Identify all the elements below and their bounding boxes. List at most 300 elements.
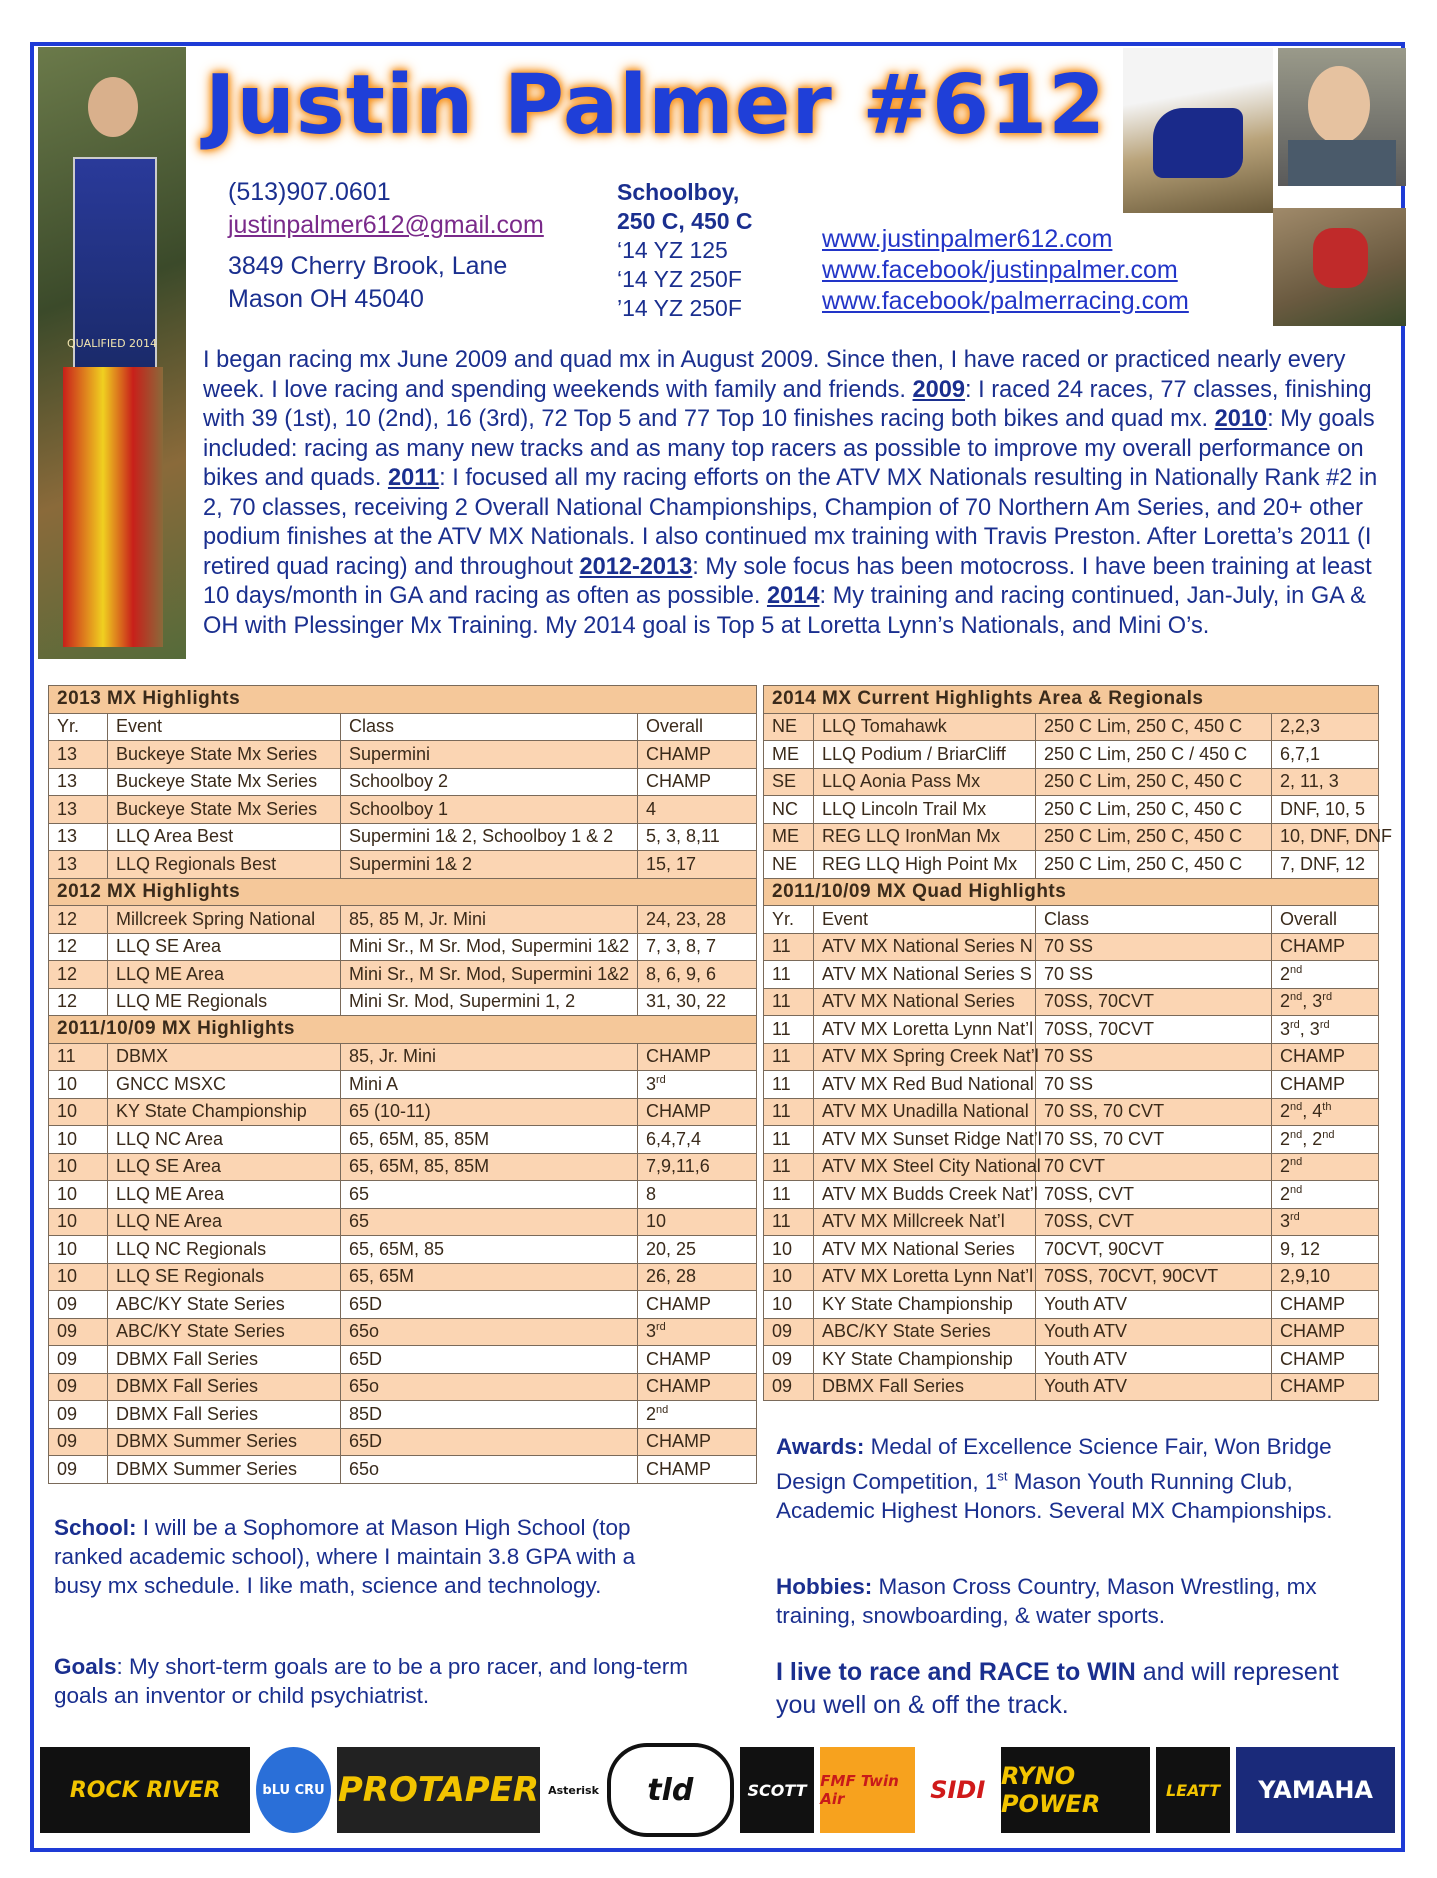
column-header: Overall [638,713,757,741]
awards-paragraph: Awards: Medal of Excellence Science Fair, Won Bridge Design Competition, 1st Mason Youth Running Club, Academic Highest Honors. Several MX Championships. [776,1434,1333,1523]
table-row [764,933,1379,961]
hobbies-paragraph: Hobbies: Mason Cross Country, Mason Wrestling, mx training, snowboarding, & water sports. [776,1574,1317,1628]
table-cell: CHAMP [638,741,757,769]
table-cell: Mini Sr., M Sr. Mod, Supermini 1&2 [341,933,638,961]
table-cell: 10 [49,1263,108,1291]
table-cell: 65 [341,1208,638,1236]
table-cell: LLQ SE Area [108,933,341,961]
table-cell: 2nd [638,1401,757,1429]
table-cell: LLQ Regionals Best [108,851,341,879]
table-cell: 10 [638,1208,757,1236]
table-cell: DBMX Fall Series [814,1373,1036,1401]
table-cell: ATV MX Millcreek Nat’l [814,1208,1036,1236]
table-cell: 2nd, 4th [1272,1098,1379,1126]
table-cell: ATV MX Unadilla National [814,1098,1036,1126]
table-cell: 10 [764,1236,814,1264]
table-cell: 70SS, CVT [1036,1208,1272,1236]
table-cell: 5, 3, 8,11 [638,823,757,851]
table-cell: 09 [49,1291,108,1319]
table-cell: 70 SS [1036,961,1272,989]
table-cell: LLQ SE Area [108,1153,341,1181]
table-cell: Schoolboy 2 [341,768,638,796]
rider-photo [38,47,186,659]
table-row [49,933,757,961]
table-cell: 11 [764,961,814,989]
table-cell: CHAMP [1272,1071,1379,1099]
table-row [764,1208,1379,1236]
table-cell: ATV MX National Series S [814,961,1036,989]
table-row [764,768,1379,796]
logo-rock-river: ROCK RIVER [40,1747,250,1833]
year-2014: 2014 [766,583,820,609]
table-cell: 70 SS [1036,933,1272,961]
table-cell: LLQ ME Area [108,1181,341,1209]
table-cell: Millcreek Spring National [108,906,341,934]
table-row [49,851,757,879]
section-title: 2013 MX Highlights [49,686,757,714]
table-cell: 70CVT, 90CVT [1036,1236,1272,1264]
facebook-link-2[interactable]: www.facebook/palmerracing.com [822,287,1189,315]
table-cell: 65, 65M, 85, 85M [341,1153,638,1181]
table-cell: 3rd [1272,1208,1379,1236]
table-cell: DBMX Fall Series [108,1373,341,1401]
table-row [49,741,757,769]
table-row [49,1208,757,1236]
table-cell: DBMX Fall Series [108,1346,341,1374]
address-line2: Mason OH 45040 [228,285,424,313]
table-row [764,1153,1379,1181]
table-cell: 65o [341,1318,638,1346]
table-cell: NE [764,851,814,879]
contact-block [228,176,544,313]
table-cell: 10 [49,1071,108,1099]
table-cell: 12 [49,933,108,961]
table-row [49,768,757,796]
table-cell: LLQ NC Regionals [108,1236,341,1264]
table-cell: 24, 23, 28 [638,906,757,934]
table-cell: 11 [764,933,814,961]
column-header: Event [108,713,341,741]
logo-scott: SCOTT [740,1747,814,1833]
table-row [49,906,757,934]
table-row [764,1373,1379,1401]
table-cell: 250 C Lim, 250 C, 450 C [1036,796,1272,824]
table-cell: CHAMP [638,1346,757,1374]
column-header: Class [1036,906,1272,934]
table-cell: 8 [638,1181,757,1209]
table-cell: 26, 28 [638,1263,757,1291]
table-cell: 70 SS, 70 CVT [1036,1126,1272,1154]
table-cell: 15, 17 [638,851,757,879]
table-cell: 10 [49,1236,108,1264]
column-header-row [49,713,757,741]
column-header: Yr. [49,713,108,741]
table-cell: 09 [49,1373,108,1401]
table-cell: ME [764,741,814,769]
table-cell: Youth ATV [1036,1373,1272,1401]
table-cell: KY State Championship [108,1098,341,1126]
column-header: Event [814,906,1036,934]
table-cell: 10 [49,1126,108,1154]
section-header [49,1016,757,1044]
table-cell: 65 (10-11) [341,1098,638,1126]
table-cell: 10 [49,1181,108,1209]
table-cell: 3rd, 3rd [1272,1016,1379,1044]
table-row [764,1291,1379,1319]
bike-2: ‘14 YZ 250F [617,266,742,292]
column-header: Overall [1272,906,1379,934]
table-cell: 11 [764,1153,814,1181]
table-cell: 7, DNF, 12 [1272,851,1379,879]
section-title: 2011/10/09 MX Highlights [49,1016,757,1044]
table-cell: 09 [49,1428,108,1456]
table-cell: Buckeye State Mx Series [108,741,341,769]
logo-fmf: FMF Twin Air [820,1747,914,1833]
table-row [764,741,1379,769]
table-cell: 11 [764,1126,814,1154]
table-cell: CHAMP [1272,1043,1379,1071]
table-row [764,713,1379,741]
table-cell: ATV MX National Series N [814,933,1036,961]
table-cell: Mini Sr. Mod, Supermini 1, 2 [341,988,638,1016]
table-cell: LLQ ME Area [108,961,341,989]
column-header: Yr. [764,906,814,934]
table-cell: 11 [764,1043,814,1071]
table-cell: LLQ Lincoln Trail Mx [814,796,1036,824]
mx-highlights-table [48,685,757,1484]
table-row [764,1318,1379,1346]
table-cell: KY State Championship [814,1346,1036,1374]
table-row [49,1401,757,1429]
table-cell: 13 [49,851,108,879]
table-cell: Youth ATV [1036,1318,1272,1346]
table-cell: 85, Jr. Mini [341,1043,638,1071]
table-cell: 12 [49,906,108,934]
table-row [764,988,1379,1016]
table-cell: 250 C Lim, 250 C, 450 C [1036,768,1272,796]
table-row [49,823,757,851]
section-header [49,878,757,906]
table-cell: Schoolboy 1 [341,796,638,824]
table-cell: 65D [341,1291,638,1319]
table-cell: 70 SS, 70 CVT [1036,1098,1272,1126]
website-link[interactable]: www.justinpalmer612.com [822,225,1113,253]
table-cell: 70SS, 70CVT [1036,1016,1272,1044]
table-row [49,1236,757,1264]
table-cell: 09 [49,1346,108,1374]
logo-asterisk: Asterisk [548,1783,599,1797]
logo-sidi: SIDI [930,1776,986,1804]
table-cell: 65D [341,1428,638,1456]
table-row [49,1291,757,1319]
table-cell: 6,7,1 [1272,741,1379,769]
table-cell: LLQ Podium / BriarCliff [814,741,1036,769]
photo-caption: QUALIFIED 2014 [66,337,158,350]
column-header-row [764,906,1379,934]
race-photo-top [1123,48,1273,213]
table-cell: ATV MX National Series [814,988,1036,1016]
year-2012-2013: 2012-2013 [579,553,693,580]
table-row [764,1071,1379,1099]
table-cell: 09 [49,1456,108,1484]
table-cell: 250 C Lim, 250 C, 450 C [1036,713,1272,741]
table-cell: 2nd [1272,1181,1379,1209]
table-row [764,1126,1379,1154]
table-cell: ABC/KY State Series [814,1318,1036,1346]
table-row [49,796,757,824]
table-cell: ATV MX Spring Creek Nat’l [814,1043,1036,1071]
table-cell: 70SS, 70CVT, 90CVT [1036,1263,1272,1291]
table-cell: 10 [49,1153,108,1181]
table-cell: CHAMP [638,1456,757,1484]
table-cell: 10, DNF, DNF [1272,823,1379,851]
table-cell: 11 [49,1043,108,1071]
table-row [49,1456,757,1484]
table-cell: Supermini 1& 2, Schoolboy 1 & 2 [341,823,638,851]
table-cell: NC [764,796,814,824]
table-row [764,796,1379,824]
table-cell: ME [764,823,814,851]
table-cell: 13 [49,823,108,851]
table-cell: DNF, 10, 5 [1272,796,1379,824]
table-cell: 10 [49,1208,108,1236]
bike-1: ‘14 YZ 125 [617,237,728,263]
table-cell: Youth ATV [1036,1291,1272,1319]
logo-blu-cru: bLU CRU [256,1747,330,1833]
table-cell: KY State Championship [814,1291,1036,1319]
column-header: Class [341,713,638,741]
table-cell: ATV MX National Series [814,1236,1036,1264]
table-cell: 70 CVT [1036,1153,1272,1181]
logo-ryno-power: RYNO POWER [1001,1747,1150,1833]
table-cell: 12 [49,988,108,1016]
table-cell: 2nd [1272,961,1379,989]
table-cell: 20, 25 [638,1236,757,1264]
section-title: 2011/10/09 MX Quad Highlights [764,878,1379,906]
table-row [764,961,1379,989]
table-row [49,1043,757,1071]
table-cell: ABC/KY State Series [108,1318,341,1346]
table-row [764,1236,1379,1264]
table-cell: LLQ SE Regionals [108,1263,341,1291]
table-row [764,1263,1379,1291]
table-cell: 7, 3, 8, 7 [638,933,757,961]
table-row [49,1071,757,1099]
table-row [764,1181,1379,1209]
table-row [49,1318,757,1346]
table-cell: CHAMP [1272,1373,1379,1401]
table-row [764,851,1379,879]
table-cell: 3rd [638,1318,757,1346]
logo-leatt: LEATT [1156,1747,1230,1833]
table-cell: ATV MX Loretta Lynn Nat’l [814,1016,1036,1044]
links-block [822,224,1189,317]
table-cell: ATV MX Loretta Lynn Nat’l [814,1263,1036,1291]
table-cell: 70SS, CVT [1036,1181,1272,1209]
table-cell: CHAMP [1272,1318,1379,1346]
table-cell: REG LLQ IronMan Mx [814,823,1036,851]
table-row [49,1346,757,1374]
table-cell: DBMX [108,1043,341,1071]
table-cell: ATV MX Steel City National [814,1153,1036,1181]
facebook-link-1[interactable]: www.facebook/justinpalmer.com [822,256,1178,284]
table-cell: 11 [764,1098,814,1126]
table-cell: CHAMP [638,768,757,796]
table-cell: 6,4,7,4 [638,1126,757,1154]
table-row [49,961,757,989]
table-cell: DBMX Summer Series [108,1428,341,1456]
table-cell: 2, 11, 3 [1272,768,1379,796]
table-cell: GNCC MSXC [108,1071,341,1099]
goals-paragraph: Goals: My short-term goals are to be a pro racer, and long-term goals an inventor or child psychiatrist. [54,1654,689,1708]
table-cell: 09 [764,1318,814,1346]
table-row [49,988,757,1016]
table-cell: 70 SS [1036,1043,1272,1071]
table-cell: Youth ATV [1036,1346,1272,1374]
logo-tld: tld [607,1743,734,1837]
table-cell: 11 [764,1181,814,1209]
table-cell: 9, 12 [1272,1236,1379,1264]
table-cell: 65D [341,1346,638,1374]
table-cell: CHAMP [1272,1291,1379,1319]
table-cell: DBMX Summer Series [108,1456,341,1484]
table-cell: Supermini 1& 2 [341,851,638,879]
table-row [49,1126,757,1154]
table-cell: 65 [341,1181,638,1209]
table-cell: 7,9,11,6 [638,1153,757,1181]
bike-3: ’14 YZ 250F [617,295,742,321]
table-cell: LLQ NE Area [108,1208,341,1236]
class-line2: 250 C, 450 C [617,208,753,234]
table-cell: 2nd [1272,1153,1379,1181]
sponsor-logos [40,1745,1395,1835]
table-cell: 10 [764,1291,814,1319]
section-title: 2014 MX Current Highlights Area & Regionals [764,686,1379,714]
section-title: 2012 MX Highlights [49,878,757,906]
table-cell: NE [764,713,814,741]
phone: (513)907.0601 [228,178,391,206]
table-cell: 2nd, 2nd [1272,1126,1379,1154]
table-cell: 2,9,10 [1272,1263,1379,1291]
table-cell: 65, 65M [341,1263,638,1291]
class-line1: Schoolboy, [617,179,740,205]
page-title: Justin Palmer #612 [205,58,1107,153]
table-cell: 11 [764,1208,814,1236]
table-row [49,1181,757,1209]
quad-highlights-table [763,685,1393,1401]
table-cell: Mini A [341,1071,638,1099]
table-cell: 85D [341,1401,638,1429]
table-cell: ATV MX Red Bud National [814,1071,1036,1099]
table-cell: 11 [764,988,814,1016]
goals-label: Goals [54,1654,117,1679]
section-header [49,686,757,714]
table-cell: 65o [341,1456,638,1484]
table-cell: 13 [49,796,108,824]
table-row [49,1153,757,1181]
table-cell: 250 C Lim, 250 C, 450 C [1036,851,1272,879]
table-cell: REG LLQ High Point Mx [814,851,1036,879]
school-paragraph: School: I will be a Sophomore at Mason High School (top ranked academic school), where I maintain 3.8 GPA with a busy mx schedule. I like math, science and technology. [54,1515,636,1598]
section-header [764,878,1379,906]
table-cell: CHAMP [638,1098,757,1126]
table-row [49,1373,757,1401]
table-row [49,1428,757,1456]
table-cell: 70SS, 70CVT [1036,988,1272,1016]
table-cell: CHAMP [638,1428,757,1456]
email-link[interactable]: justinpalmer612@gmail.com [228,211,544,239]
table-cell: CHAMP [638,1043,757,1071]
portrait-photo [1278,48,1406,186]
motto-paragraph: I live to race and RACE to WIN and will represent you well on & off the track. [776,1658,1339,1719]
table-cell: LLQ NC Area [108,1126,341,1154]
table-cell: 85, 85 M, Jr. Mini [341,906,638,934]
table-cell: 09 [764,1373,814,1401]
table-cell: LLQ Aonia Pass Mx [814,768,1036,796]
table-cell: 13 [49,741,108,769]
table-cell: Buckeye State Mx Series [108,768,341,796]
table-row [764,1346,1379,1374]
table-cell: 250 C Lim, 250 C / 450 C [1036,741,1272,769]
table-cell: 70 SS [1036,1071,1272,1099]
table-cell: DBMX Fall Series [108,1401,341,1429]
table-cell: Buckeye State Mx Series [108,796,341,824]
table-cell: 2nd, 3rd [1272,988,1379,1016]
table-row [764,823,1379,851]
table-row [764,1043,1379,1071]
table-cell: 65o [341,1373,638,1401]
table-cell: ATV MX Sunset Ridge Nat’l [814,1126,1036,1154]
table-cell: Mini Sr., M Sr. Mod, Supermini 1&2 [341,961,638,989]
table-cell: 65, 65M, 85, 85M [341,1126,638,1154]
hobbies-label: Hobbies: [776,1574,873,1599]
table-cell: CHAMP [1272,933,1379,961]
table-cell: 4 [638,796,757,824]
table-cell: Supermini [341,741,638,769]
table-cell: CHAMP [1272,1346,1379,1374]
year-2010: 2010 [1214,406,1268,432]
table-cell: 13 [49,768,108,796]
table-row [764,1098,1379,1126]
table-cell: 65, 65M, 85 [341,1236,638,1264]
table-cell: 2,2,3 [1272,713,1379,741]
table-cell: 10 [764,1263,814,1291]
table-cell: CHAMP [638,1373,757,1401]
year-2011: 2011 [387,465,440,491]
table-cell: 31, 30, 22 [638,988,757,1016]
motto-bold: I live to race and RACE to WIN [776,1658,1136,1686]
table-cell: 09 [764,1346,814,1374]
table-cell: ATV MX Budds Creek Nat’l [814,1181,1036,1209]
table-cell: 09 [49,1401,108,1429]
table-cell: SE [764,768,814,796]
school-label: School: [54,1515,137,1540]
table-row [764,1016,1379,1044]
year-2009: 2009 [912,376,966,403]
logo-yamaha: YAMAHA [1236,1747,1395,1833]
table-cell: 250 C Lim, 250 C, 450 C [1036,823,1272,851]
table-cell: LLQ Tomahawk [814,713,1036,741]
table-row [49,1263,757,1291]
table-cell: 11 [764,1016,814,1044]
table-cell: 12 [49,961,108,989]
table-cell: 10 [49,1098,108,1126]
bio-paragraph: I began racing mx June 2009 and quad mx in August 2009. Since then, I have raced or practiced nearly every week. I love racing and spending weekends with family and friends. 2009: I raced 24 races, 77 classes, finishing with 39 (1st), 10 (2nd), 16 (3rd), 72 Top 5 and 77 Top 10 finishes racing both bikes and quad mx. 2010: My goals included: racing as many new tracks and as many top racers as possible to improve my overall performance on bikes and quads. 2011: I focused all my racing efforts on the ATV MX Nationals resulting in Nationally Rank #2 in 2, 70 classes, receiving 2 Overall National Championships, Champion of 70 Northern Am Series, and 20+ other podium finishes at the ATV MX Nationals. I also continued mx training with Travis Preston. After Loretta’s 2011 (I retired quad racing) and throughout 2012-2013: My sole focus has been motocross. I have been training at least 10 days/month in GA and racing as often as possible. 2014: My training and racing continued, Jan-July, in GA & OH with Plessinger Mx Training. My 2014 goal is Top 5 at Loretta Lynn’s Nationals, and Mini O’s. [203,347,1378,639]
table-cell: LLQ Area Best [108,823,341,851]
race-photo-bottom [1273,208,1406,326]
table-cell: ABC/KY State Series [108,1291,341,1319]
table-cell: 8, 6, 9, 6 [638,961,757,989]
